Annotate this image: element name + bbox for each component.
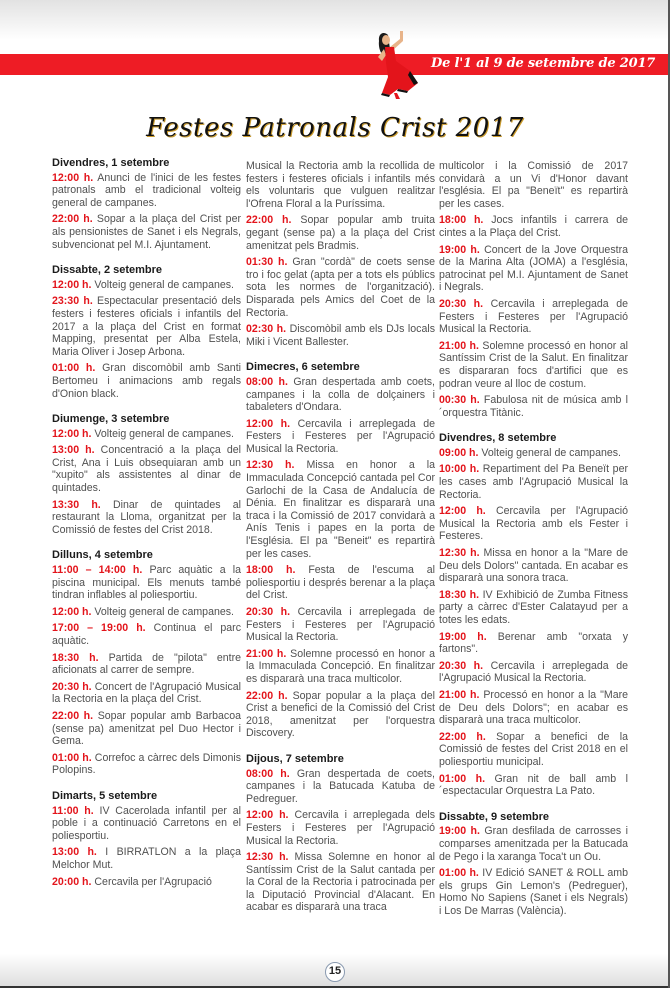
event-time: 22:00 h. <box>52 709 94 722</box>
event-description: Partida de "pilota" entre aficionats al carrer de sempre. <box>52 651 241 677</box>
event-description: multicolor i la Comissió de 2017 convidarà a un Vi d'Honor davant l'església. El pa "Beneït" es repartirà per les cases. <box>439 160 628 210</box>
event-time: 08:00 h. <box>246 375 288 388</box>
event-time: 01:00 h. <box>52 362 96 375</box>
event-time: 12:00 h. <box>52 278 92 291</box>
event-item <box>439 731 628 769</box>
event-time: 11:00 h. <box>52 804 94 817</box>
event-time: 12:00 h. <box>52 427 92 440</box>
event-item <box>439 214 628 239</box>
event-item <box>246 214 435 252</box>
event-description: Missa en honor a la Immaculada Concepció cantada pel Cor Garlochi de la Casa de Andalucía de Dénia. En finalitzar es dispararà una traca i la Comissió de 2017 convidarà a Anís Tenis i papes en la porta de l'Església. El pa "Beneit" es repartirà per les cases. <box>246 459 435 560</box>
day-block <box>246 361 435 740</box>
event-item <box>246 323 435 348</box>
event-description: Missa en honor a la "Mare de Deu dels Dolors" cantada. En acabar es dispararà una sonora traca. <box>439 547 628 585</box>
event-description: Solemne processó en honor al Santíssim Crist de la Salut. En finalitzar es dispararan focs d'artifici que es podran veure al lloc de costum. <box>439 339 628 390</box>
event-time: 01:00 h. <box>439 772 486 785</box>
event-time: 12:00 h. <box>246 417 291 430</box>
event-time: 12:30 h. <box>246 851 289 864</box>
day-heading: Diumenge, 3 setembre <box>52 413 170 426</box>
event-time: 22:00 h. <box>52 213 93 226</box>
event-description: Anunci de l'inici de les festes patronals amb el tradicional volteig general de campanes. <box>52 171 242 209</box>
event-description: Sopar popular amb Barbacoa (sense pa) amenitzat pel Duo Hector i Gema. <box>52 709 241 748</box>
event-time: 00:30 h. <box>439 394 480 407</box>
day-block <box>439 160 628 419</box>
event-description: I BIRRATLON a la plaça Melchor Mut. <box>52 846 241 871</box>
day-heading: Divendres, 8 setembre <box>439 432 557 445</box>
event-item <box>246 459 435 560</box>
event-time: 12:00 h. <box>246 809 289 822</box>
date-range-banner-text: De l'1 al 9 de setembre de 2017 <box>431 56 656 71</box>
event-description: IV Cacerolada infantil per al poble i a continuació Carretons en el poliesportiu. <box>52 804 241 842</box>
event-time: 12:00 h. <box>52 605 92 618</box>
event-time: 13:30 h. <box>52 498 101 511</box>
event-item <box>439 867 628 917</box>
day-heading: Dijous, 7 setembre <box>246 752 344 765</box>
event-description: Gran desfilada de carrosses i comparses amenitzada per la Batucada de Pego i la xaranga Toca't un Ou. <box>439 825 628 863</box>
event-item <box>439 244 628 294</box>
event-time: 19:00 h. <box>439 825 480 838</box>
event-item <box>439 340 628 390</box>
event-description: Repartiment del Pa Beneït per les cases amb l'Agrupació Musical la Rectoria. <box>439 463 628 501</box>
day-block <box>52 790 241 888</box>
event-item <box>52 279 241 292</box>
event-description: Fabulosa nit de música amb l´orquestra Titànic. <box>439 394 628 419</box>
event-description: Sopar popular a la plaça del Crist a benefici de la Comissió del Crist 2018, amenitzat per l'orquestra Discovery. <box>246 689 435 740</box>
day-heading: Dimecres, 6 setembre <box>246 361 360 374</box>
event-description: Festa de l'escuma al poliesportiu i després berenar a la plaça del Crist. <box>246 564 435 602</box>
top-shadow <box>0 0 670 40</box>
event-item <box>439 660 628 685</box>
event-time: 20:30 h. <box>439 297 484 310</box>
event-item <box>439 447 628 460</box>
event-item <box>439 463 628 501</box>
event-item <box>246 809 435 847</box>
event-description: Concert de la Jove Orquestra de la Marina Alta (JOMA) a l'església, patrocinat pel M.I. Ajuntament de Sanet i Negrals. <box>439 243 628 294</box>
event-item <box>52 499 241 537</box>
event-description: Gran "cordà" de coets sense tro i foc gelat (apta per a tots els públics sota les normes de l'organització). Disparada pels Amics del Coet de la Rectoria. <box>246 256 436 319</box>
event-item <box>246 160 435 210</box>
event-item <box>439 505 628 543</box>
event-item <box>52 213 241 251</box>
event-description: Cercavila per l'Agrupació <box>94 875 212 888</box>
page-title: Festes Patronals Crist 2017 <box>146 113 524 143</box>
event-time: 13:00 h. <box>52 846 97 859</box>
event-time: 01:30 h. <box>246 256 288 269</box>
schedule-column-1 <box>52 157 241 901</box>
event-description: Berenar amb "orxata y fartons". <box>439 630 628 656</box>
schedule-column-2 <box>246 160 435 927</box>
event-time: 01:00 h. <box>439 867 479 880</box>
event-time: 23:30 h. <box>52 295 93 308</box>
event-description: Volteig general de campanes. <box>94 427 234 440</box>
event-description: Cercavila i arreplegada de l'Agrupació Musical la Rectoria. <box>439 659 628 685</box>
page-number: 15 <box>325 962 345 982</box>
event-description: Correfoc a càrrec dels Dimonis Polopins. <box>52 751 241 777</box>
event-description: Cercavila i arreplegada de Festers i Festeres per l'Agrupació Musical la Rectoria. <box>246 606 435 644</box>
day-heading: Dilluns, 4 setembre <box>52 549 153 562</box>
event-description: Gran nit de ball amb l´espectacular Orquestra La Pato. <box>439 772 628 798</box>
event-description: Processó en honor a la "Mare de Deu dels Dolors"; en acabar es dispararà una traca multicolor. <box>439 688 629 727</box>
event-item <box>52 681 241 706</box>
event-item <box>52 652 241 677</box>
event-description: Musical la Rectoria amb la recollida de festers i festeres oficials i infantils més els voluntaris que vulguen realitzar l'Ofrena Floral a la Puríssima. <box>246 160 435 210</box>
day-block <box>246 753 435 914</box>
event-time: 12:00 h. <box>439 505 486 518</box>
event-time: 02:30 h. <box>246 323 287 336</box>
event-description: Solemne processó en honor a la Immaculada Concepció. En finalitzar es dispararà una traca multicolor. <box>246 647 435 685</box>
event-time: 21:00 h. <box>439 339 479 352</box>
event-item <box>246 648 435 686</box>
event-description: Sopar popular amb truita gegant (sense pa) a la plaça del Crist amenitzat pels Bradmis. <box>246 214 435 252</box>
event-item <box>52 172 241 210</box>
event-description: IV Edició SANET & ROLL amb els grups Gin Lemon's (Pedreguer), Homo No Sapiens (Sanet i els Negrals) i Los De Marras (València). <box>439 867 628 917</box>
event-item <box>52 428 241 441</box>
event-item <box>52 876 241 889</box>
event-item <box>439 394 628 419</box>
event-description: Volteig general de campanes. <box>481 446 621 459</box>
event-time: 01:00 h. <box>52 751 92 764</box>
event-time: 19:00 h. <box>439 630 487 643</box>
event-item <box>439 160 628 210</box>
event-description: Sopar a la plaça del Crist per als pensionistes de Sanet i els Negrals, subvencionat pel M.I. Ajuntament. <box>52 213 241 251</box>
event-item <box>246 690 435 740</box>
event-description: Gran despertada de coets, campanes i la Batucada Katuba de Pedreguer. <box>246 767 435 805</box>
event-description: Cercavila i arreplegada de Festers i Festeres per l'Agrupació Musical la Rectoria. <box>439 297 628 336</box>
event-time: 22:00 h. <box>246 689 288 702</box>
day-heading: Dimarts, 5 setembre <box>52 789 158 802</box>
event-item <box>439 689 628 727</box>
event-item <box>52 564 241 602</box>
event-item <box>52 444 241 494</box>
event-description: Volteig general de campanes. <box>94 278 234 291</box>
event-time: 10:00 h. <box>439 463 480 476</box>
event-item <box>52 622 241 647</box>
event-item <box>246 418 435 456</box>
event-time: 20:30 h. <box>246 606 291 618</box>
event-description: Concentració a la plaça del Crist, Ana i Luis obsequiaran amb un "xupito" als assistentes al dinar de quintades. <box>52 444 241 495</box>
day-block <box>439 811 628 918</box>
event-time: 18:00 h. <box>246 564 296 577</box>
day-heading: Dissabte, 2 setembre <box>52 264 163 277</box>
day-block <box>246 160 435 348</box>
event-time: 20:30 h. <box>52 680 92 693</box>
event-description: Discomòbil amb els DJs locals Miki i Vicent Ballester. <box>246 323 436 348</box>
event-time: 11:00 – 14:00 h. <box>52 564 143 577</box>
event-description: Continua el parc aquàtic. <box>52 622 241 647</box>
event-item <box>439 631 628 656</box>
event-time: 18:00 h. <box>439 214 484 227</box>
day-heading: Dissabte, 9 setembre <box>439 810 550 823</box>
event-item <box>439 773 628 798</box>
event-item <box>52 805 241 843</box>
event-description: Sopar a benefici de la Comissió de festes del Crist 2018 en el poliesportiu municipal. <box>439 730 628 768</box>
event-description: Gran despertada amb coets, campanes i la colla de dolçainers i tabaleters d'Ondara. <box>246 375 436 414</box>
event-time: 22:00 h. <box>246 214 292 227</box>
event-item <box>439 589 628 627</box>
day-block <box>52 549 241 777</box>
event-description: Gran discomòbil amb Santi Bertomeu i animacions amb regals d'Onion black. <box>52 362 241 400</box>
event-description: Espectacular presentació dels festers i festeres oficials i infantils del 2017 a la plaça del Crist en format Mapping, presentat per Alba Estela, Maria Oliver i Josep Arbona. <box>52 295 241 358</box>
event-description: Cercavila per l'Agrupació Musical la Rectoria amb els Fester i Festeres. <box>439 505 628 543</box>
event-item <box>52 362 241 400</box>
event-time: 12:30 h. <box>246 459 295 472</box>
event-item <box>52 710 241 748</box>
schedule-column-3 <box>439 160 628 930</box>
event-description: Volteig general de campanes. <box>94 605 234 618</box>
day-block <box>52 264 241 400</box>
event-item <box>439 547 628 585</box>
event-item <box>52 752 241 777</box>
event-time: 21:00 h. <box>246 647 287 660</box>
event-item <box>246 564 435 602</box>
event-description: Missa Solemne en honor al Santíssim Crist de la Salut cantada per la Coral de la Rectoria i patrocinada per la Diputació Provincial d'Alacant. En acabar es dispararà una traca <box>246 851 436 914</box>
event-item <box>52 846 241 871</box>
event-description: Concert de l'Agrupació Musical la Rectoria en la plaça del Crist. <box>52 680 241 706</box>
event-description: Jocs infantils i carrera de cintes a la Plaça del Crist. <box>439 214 629 239</box>
event-time: 13:00 h. <box>52 444 95 457</box>
event-time: 18:30 h. <box>52 651 99 664</box>
event-description: Cercavila i arreplegada dels Festers i Festeres per l'Agrupació Musical la Rectoria. <box>246 809 435 847</box>
event-time: 18:30 h. <box>439 588 480 601</box>
event-time: 12:30 h. <box>439 547 480 560</box>
event-time: 09:00 h. <box>439 446 479 459</box>
day-block <box>52 157 241 251</box>
event-time: 21:00 h. <box>439 688 480 701</box>
event-item <box>246 851 435 914</box>
event-item <box>52 295 241 358</box>
event-item <box>439 825 628 863</box>
event-time: 12:00 h. <box>52 171 94 184</box>
event-description: Cercavila i arreplegada de Festers i Festeres per l'Agrupació Musical la Rectoria. <box>246 417 435 455</box>
event-time: 17:00 – 19:00 h. <box>52 622 146 635</box>
event-item <box>246 768 435 806</box>
event-item <box>52 606 241 619</box>
day-block <box>439 432 628 797</box>
day-heading: Divendres, 1 setembre <box>52 157 170 169</box>
event-item <box>439 298 628 336</box>
event-time: 19:00 h. <box>439 243 480 256</box>
event-description: IV Exhibició de Zumba Fitness party a càrrec d'Ester Calatayud per a totes les edats. <box>439 588 628 626</box>
event-time: 22:00 h. <box>439 730 486 743</box>
event-time: 08:00 h. <box>246 767 290 780</box>
event-description: Parc aquàtic a la piscina municipal. Els menuts també tindran inflables al poliesportiu. <box>52 564 241 602</box>
event-item <box>246 256 435 319</box>
event-item <box>246 606 435 644</box>
event-item <box>246 376 435 414</box>
event-time: 20:30 h. <box>439 659 484 672</box>
day-block <box>52 413 241 536</box>
flamenco-dancer-illustration <box>370 27 430 103</box>
event-time: 20:00 h. <box>52 875 92 888</box>
event-description: Dinar de quintades al restaurant la Lloma, organitzat per la Comissió de festes del Crist 2018. <box>52 498 241 536</box>
